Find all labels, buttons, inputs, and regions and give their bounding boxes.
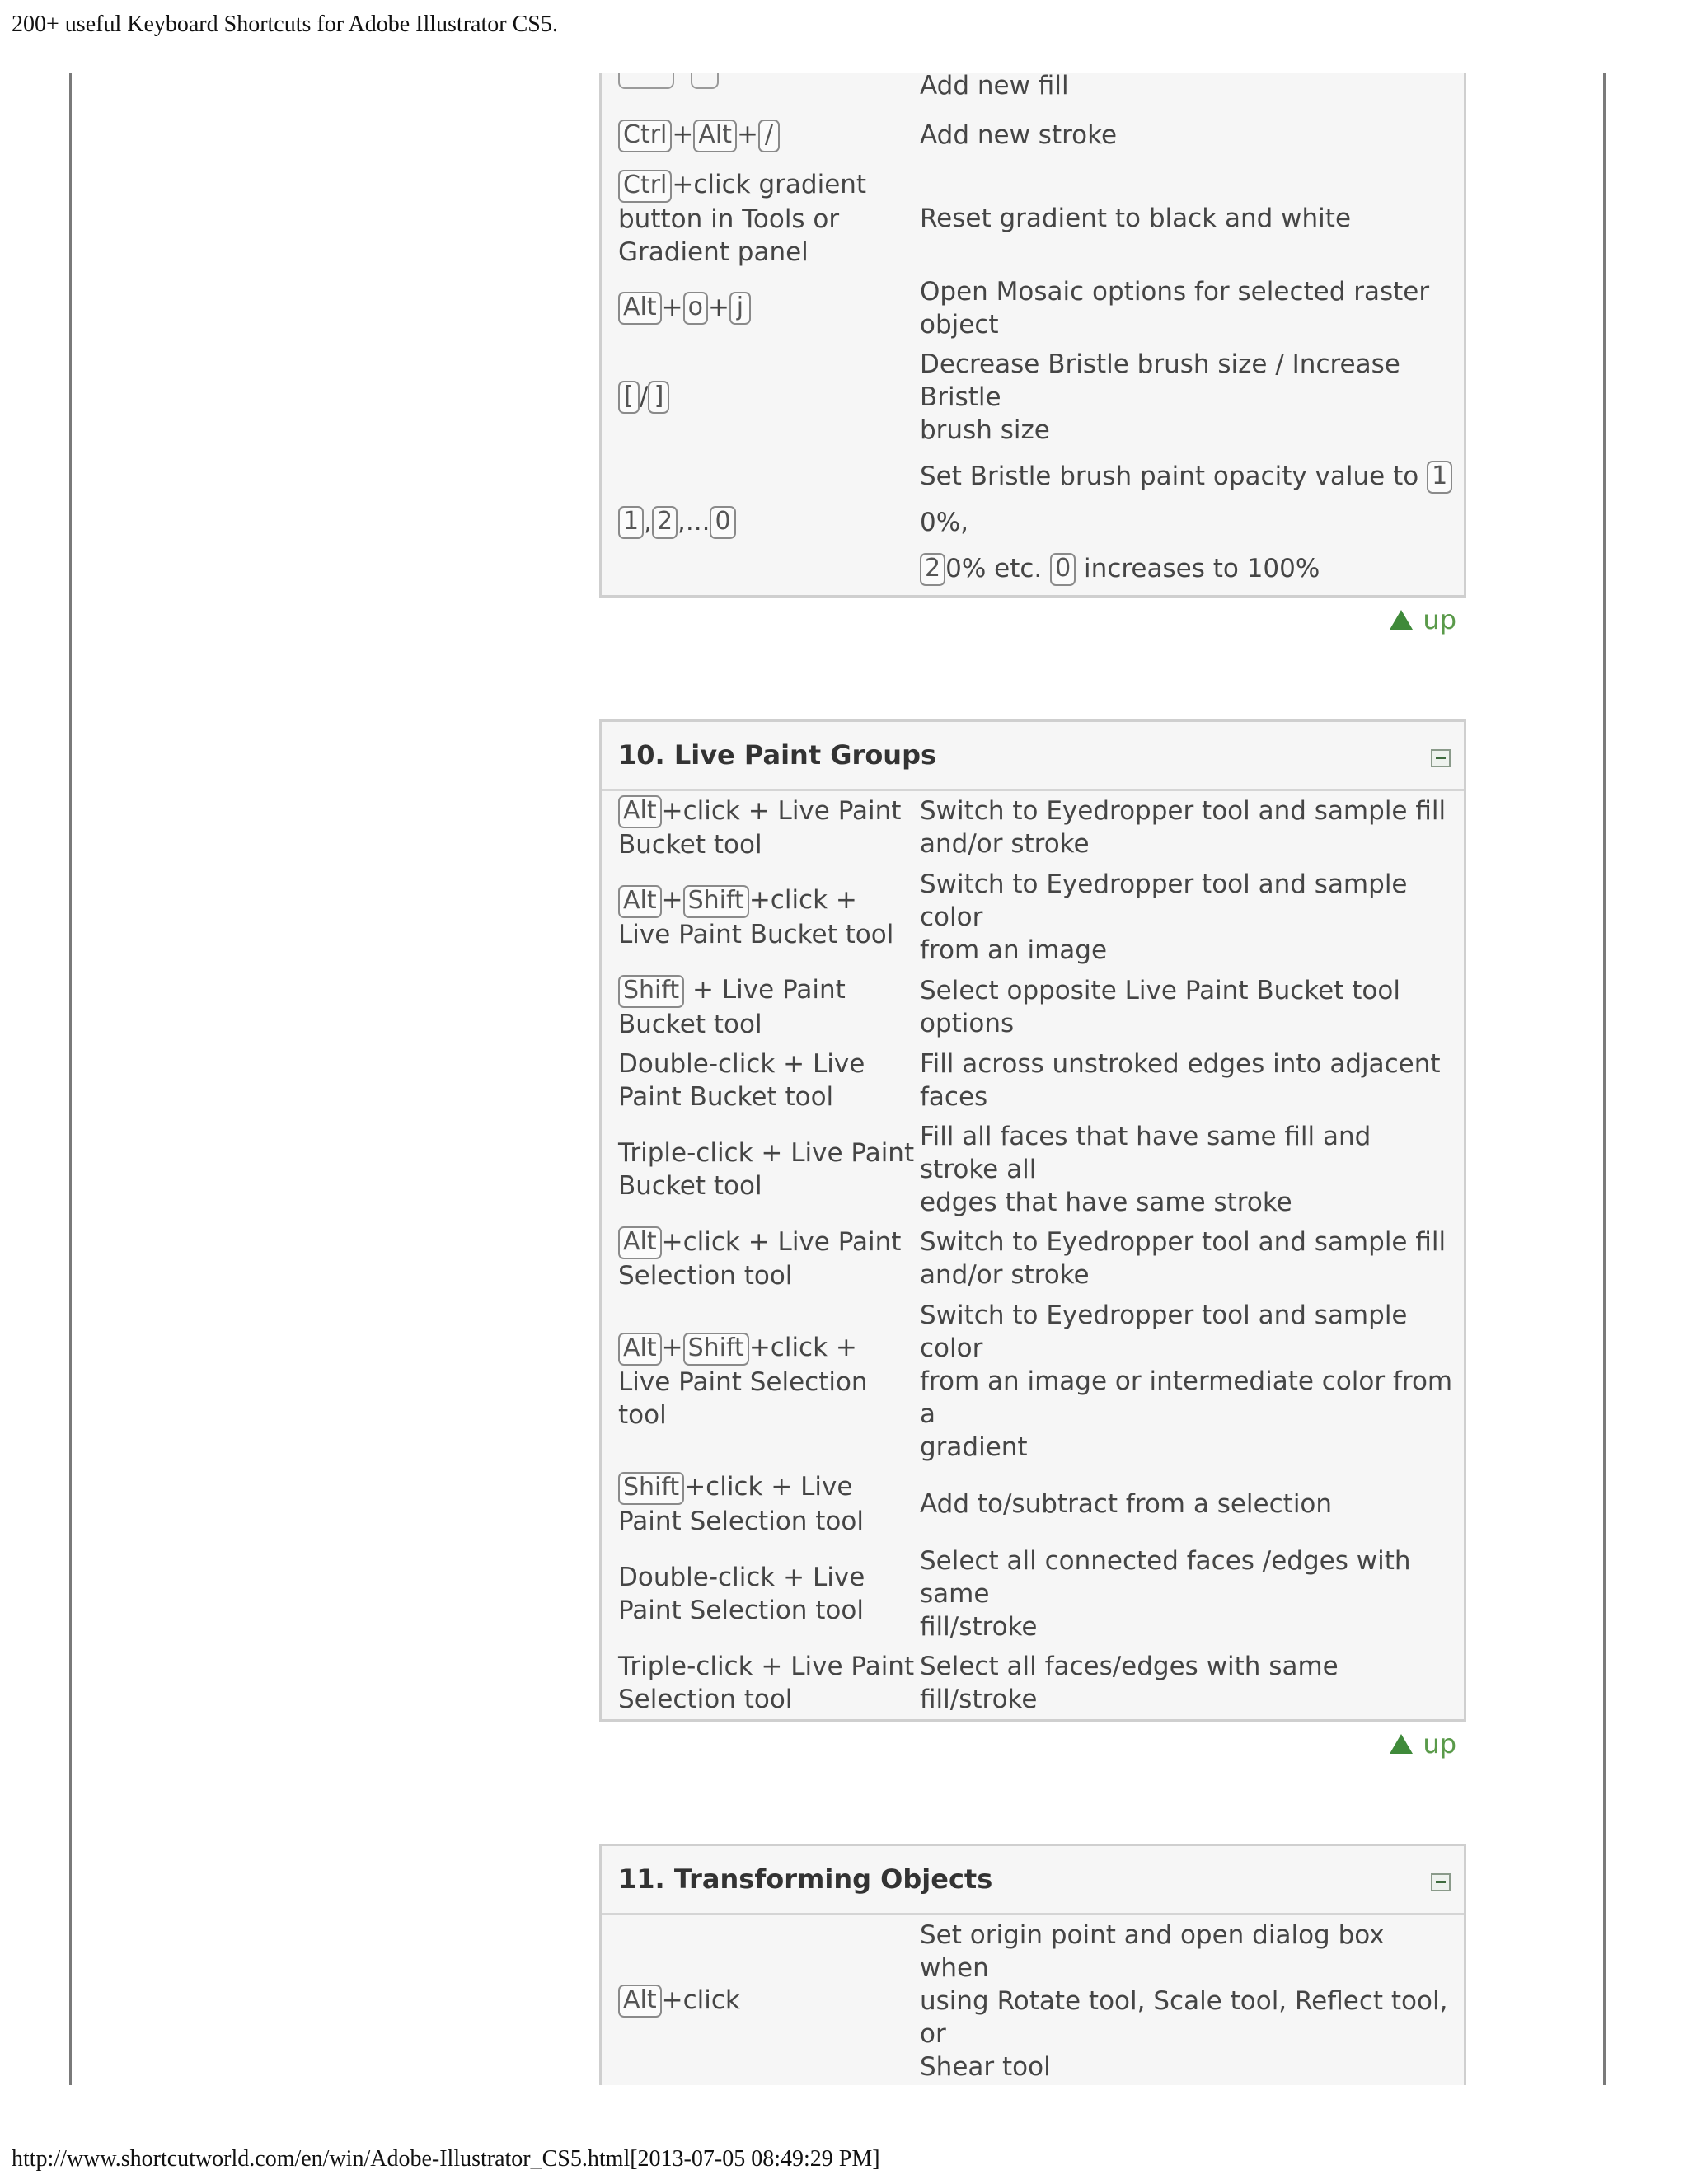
shortcut-text: Paint Selection tool bbox=[618, 1595, 864, 1625]
keyboard-key: j bbox=[729, 292, 751, 325]
shortcut-text: Triple-click + Live Paint bbox=[618, 1651, 915, 1681]
up-link-label: up bbox=[1423, 603, 1456, 635]
description-line: object bbox=[920, 309, 999, 340]
content-column bbox=[599, 73, 1535, 2085]
keyboard-key: 2 bbox=[920, 553, 945, 586]
table-row bbox=[602, 1117, 1464, 1222]
shortcut-keys bbox=[602, 1541, 920, 1647]
shortcut-text: +click bbox=[661, 1985, 740, 2015]
keyboard-key: 1 bbox=[618, 506, 644, 539]
table-row bbox=[602, 1915, 1464, 2086]
table-row bbox=[602, 1541, 1464, 1647]
shortcut-keys bbox=[602, 1915, 920, 2086]
description-line: and/or stroke bbox=[920, 1260, 1090, 1291]
shortcut-text: +click + bbox=[748, 1333, 857, 1363]
description-line: Switch to Eyedropper tool and sample color bbox=[920, 1301, 1408, 1363]
shortcut-table bbox=[602, 73, 1464, 595]
keyboard-key: 2 bbox=[652, 506, 678, 539]
table-row bbox=[602, 450, 1464, 595]
table-row bbox=[602, 344, 1464, 450]
shortcut-text: +click + bbox=[748, 885, 857, 916]
keyboard-key: Alt bbox=[693, 120, 737, 152]
collapse-icon[interactable] bbox=[1431, 749, 1451, 767]
description-line: gradient bbox=[920, 1432, 1028, 1462]
shortcut-keys bbox=[602, 1296, 920, 1467]
description-line: 2 0% etc. 0 increases to 100% bbox=[920, 546, 1457, 592]
section-transforming-objects bbox=[599, 1844, 1466, 2086]
shortcut-description bbox=[920, 791, 1464, 865]
shortcut-table bbox=[602, 1915, 1464, 2086]
keyboard-key: Ctrl bbox=[618, 170, 672, 203]
shortcut-description bbox=[920, 1222, 1464, 1296]
up-link[interactable] bbox=[599, 604, 1466, 635]
table-row bbox=[602, 970, 1464, 1044]
description-line: Switch to Eyedropper tool and sample fill bbox=[920, 796, 1447, 827]
keyboard-key bbox=[618, 73, 674, 89]
shortcut-description bbox=[920, 272, 1464, 344]
shortcut-text: button in Tools or bbox=[618, 204, 840, 234]
keyboard-key: 0 bbox=[1050, 553, 1076, 586]
description-line: from an image bbox=[920, 935, 1108, 965]
shortcut-keys bbox=[602, 165, 920, 272]
keyboard-key: Alt bbox=[618, 1226, 662, 1259]
description-line: Decrease Bristle brush size / Increase Bristle bbox=[920, 349, 1400, 412]
description-line: fill/stroke bbox=[920, 1611, 1038, 1642]
table-row bbox=[602, 1467, 1464, 1541]
keyboard-key: Alt bbox=[618, 1333, 662, 1366]
shortcut-keys bbox=[602, 105, 920, 165]
keyboard-key: Shift bbox=[618, 975, 684, 1008]
shortcut-text: Double-click + Live bbox=[618, 1562, 865, 1592]
keyboard-key: Alt bbox=[618, 1985, 662, 2018]
shortcut-text: Bucket tool bbox=[618, 830, 762, 860]
keyboard-key: Alt bbox=[618, 795, 662, 828]
shortcut-text: +click + Live bbox=[684, 1472, 853, 1502]
section-title: 10. Live Paint Groups bbox=[618, 739, 937, 771]
keyboard-key: 1 bbox=[1427, 461, 1452, 494]
key-separator: + bbox=[672, 120, 694, 150]
keyboard-key: Shift bbox=[618, 1472, 684, 1505]
table-row bbox=[602, 1044, 1464, 1117]
shortcut-description bbox=[920, 1117, 1464, 1222]
shortcut-text: Selection tool bbox=[618, 1261, 793, 1291]
shortcut-text: Triple-click + Live Paint bbox=[618, 1137, 915, 1168]
shortcut-description bbox=[920, 450, 1464, 595]
shortcut-text: Bucket tool bbox=[618, 1170, 762, 1201]
description-line: Switch to Eyedropper tool and sample color bbox=[920, 869, 1408, 932]
table-row bbox=[602, 165, 1464, 272]
description-line: Fill all faces that have same fill and stroke all bbox=[920, 1121, 1372, 1184]
shortcut-description: Add to/subtract from a selection bbox=[920, 1488, 1333, 1519]
keyboard-key: 0 bbox=[710, 506, 735, 539]
shortcut-description bbox=[920, 344, 1464, 450]
shortcut-keys bbox=[602, 344, 920, 450]
shortcut-keys bbox=[602, 1647, 920, 1719]
keyboard-key: Alt bbox=[618, 292, 662, 325]
shortcut-keys bbox=[602, 970, 920, 1044]
shortcut-keys bbox=[602, 1117, 920, 1222]
shortcut-text: Live Paint Selection tool bbox=[618, 1366, 868, 1430]
keyboard-key: Shift bbox=[683, 885, 749, 918]
description-line: Switch to Eyedropper tool and sample fill bbox=[920, 1227, 1447, 1258]
table-row bbox=[602, 1296, 1464, 1467]
up-arrow-icon bbox=[1390, 610, 1413, 630]
description-line: Set Bristle brush paint opacity value to 10%, bbox=[920, 453, 1457, 546]
key-separator: + bbox=[737, 120, 758, 150]
key-separator: , bbox=[644, 506, 652, 537]
keyboard-key: Alt bbox=[618, 885, 662, 918]
key-separator: ,... bbox=[678, 506, 710, 537]
description-line: from an image or intermediate color from a bbox=[920, 1366, 1453, 1429]
table-row bbox=[602, 1647, 1464, 1719]
table-row bbox=[602, 272, 1464, 344]
description-line: Set origin point and open dialog box when bbox=[920, 1919, 1385, 1983]
page-frame bbox=[69, 73, 1606, 2085]
shortcut-description: Reset gradient to black and white bbox=[920, 203, 1352, 233]
shortcut-keys bbox=[602, 1044, 920, 1117]
shortcut-keys bbox=[602, 450, 920, 595]
up-arrow-icon bbox=[1390, 1734, 1413, 1754]
description-line: and/or stroke bbox=[920, 829, 1090, 860]
table-row bbox=[602, 73, 1464, 105]
keyboard-key: / bbox=[758, 120, 780, 152]
description-line: Open Mosaic options for selected raster bbox=[920, 276, 1430, 307]
table-row bbox=[602, 1222, 1464, 1296]
shortcut-description bbox=[920, 1296, 1464, 1467]
keyboard-key bbox=[691, 73, 719, 89]
section-previous bbox=[599, 73, 1466, 598]
key-separator: + bbox=[661, 1333, 683, 1363]
up-link-label: up bbox=[1423, 1727, 1456, 1760]
keyboard-key: Shift bbox=[683, 1333, 749, 1366]
keyboard-key: Ctrl bbox=[618, 120, 672, 152]
description-line: brush size bbox=[920, 415, 1050, 445]
shortcut-description: Add new stroke bbox=[920, 120, 1118, 150]
shortcut-keys bbox=[602, 791, 920, 865]
shortcut-text: Paint Bucket tool bbox=[618, 1081, 834, 1112]
shortcut-keys bbox=[602, 1467, 920, 1541]
keyboard-key: [ bbox=[618, 381, 640, 414]
key-separator: + bbox=[661, 885, 683, 916]
shortcut-text: +click + Live Paint bbox=[661, 795, 902, 826]
description-line: using Rotate tool, Scale tool, Reflect tool, or bbox=[920, 1985, 1448, 2049]
shortcut-description bbox=[920, 865, 1464, 970]
shortcut-text: Bucket tool bbox=[618, 1009, 762, 1039]
print-footer: http://www.shortcutworld.com/en/win/Adobe-Illustrator_CS5.html[2013-07-05 08:49:29 PM] bbox=[12, 2146, 880, 2172]
description-line: Select all connected faces /edges with same bbox=[920, 1545, 1411, 1609]
shortcut-description: Fill across unstroked edges into adjacent faces bbox=[920, 1048, 1441, 1112]
collapse-icon[interactable] bbox=[1431, 1873, 1451, 1891]
keyboard-key: o bbox=[683, 292, 708, 325]
shortcut-table bbox=[602, 791, 1464, 1719]
section-title: 11. Transforming Objects bbox=[618, 1863, 993, 1895]
shortcut-text: + Live Paint bbox=[684, 975, 846, 1005]
description-line: Shear tool bbox=[920, 2051, 1051, 2082]
shortcut-text: Double-click + Live bbox=[618, 1048, 865, 1079]
shortcut-text: Paint Selection tool bbox=[618, 1506, 864, 1536]
section-header bbox=[602, 722, 1464, 791]
table-row bbox=[602, 865, 1464, 970]
shortcut-text: Live Paint Bucket tool bbox=[618, 919, 894, 949]
table-row bbox=[602, 791, 1464, 865]
shortcut-description: Add new fill bbox=[920, 73, 1069, 101]
up-link[interactable] bbox=[599, 1728, 1466, 1760]
print-header: 200+ useful Keyboard Shortcuts for Adobe Illustrator CS5. bbox=[12, 12, 558, 37]
shortcut-description: Select opposite Live Paint Bucket tool options bbox=[920, 975, 1400, 1038]
shortcut-description: Select all faces/edges with same fill/stroke bbox=[920, 1651, 1339, 1714]
keyboard-key: ] bbox=[648, 381, 669, 414]
table-row bbox=[602, 105, 1464, 165]
key-separator: + bbox=[661, 292, 683, 322]
shortcut-description bbox=[920, 1915, 1464, 2086]
shortcut-text: Selection tool bbox=[618, 1684, 793, 1714]
shortcut-keys bbox=[602, 1222, 920, 1296]
shortcut-description bbox=[920, 1541, 1464, 1647]
key-separator: / bbox=[640, 381, 649, 411]
description-line: edges that have same stroke bbox=[920, 1187, 1292, 1217]
shortcut-keys bbox=[602, 73, 920, 105]
shortcut-keys bbox=[602, 865, 920, 970]
key-separator: + bbox=[707, 292, 729, 322]
shortcut-text: +click gradient bbox=[672, 170, 867, 199]
shortcut-keys bbox=[602, 272, 920, 344]
shortcut-text: +click + Live Paint bbox=[661, 1226, 902, 1257]
section-live-paint-groups bbox=[599, 719, 1466, 1722]
section-header bbox=[602, 1846, 1464, 1915]
shortcut-text: Gradient panel bbox=[618, 237, 809, 267]
